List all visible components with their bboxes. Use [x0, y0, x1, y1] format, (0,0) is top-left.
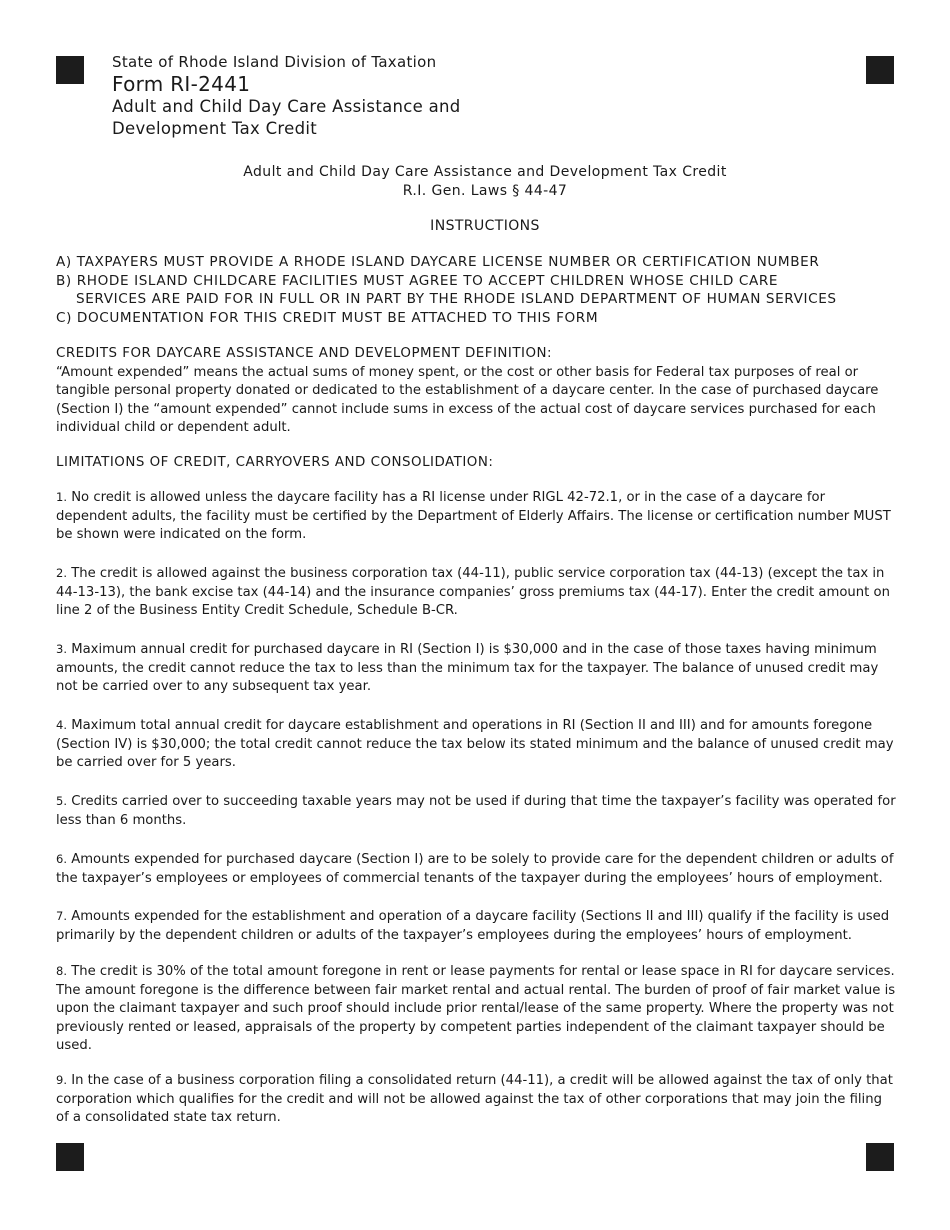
item-number: 7. [56, 909, 67, 923]
limitation-item-3 [56, 640, 898, 697]
limitation-item-6 [56, 850, 898, 888]
item-number: 2. [56, 566, 67, 580]
registration-mark-top-left [56, 56, 84, 84]
limitation-item-8 [56, 962, 898, 1056]
item-number: 1. [56, 490, 67, 504]
requirement-b-continued: SERVICES ARE PAID FOR IN FULL OR IN PART BY THE RHODE ISLAND DEPARTMENT OF HUMAN SERVICES [76, 291, 837, 307]
limitation-item-4 [56, 716, 898, 773]
limitation-item-9 [56, 1071, 898, 1128]
limitation-item-5 [56, 792, 898, 830]
item-text: Amounts expended for the establishment and operation of a daycare facility (Sections II and III) qualify if the facility is used primarily by the dependent children or adults of the taxpayer’s employees during the employees’ hours of employment. [56, 909, 890, 943]
item-number: 9. [56, 1073, 67, 1087]
definition-section [56, 345, 898, 438]
limitation-item-1 [56, 488, 898, 545]
registration-mark-bottom-left [56, 1143, 84, 1171]
form-header [112, 52, 492, 140]
item-number: 5. [56, 794, 67, 808]
item-number: 3. [56, 642, 67, 656]
item-number: 6. [56, 852, 67, 866]
requirement-b: B) RHODE ISLAND CHILDCARE FACILITIES MUST AGREE TO ACCEPT CHILDREN WHOSE CHILD CARE [56, 272, 779, 289]
item-text: Maximum annual credit for purchased daycare in RI (Section I) is $30,000 and in the case of those taxes having minimum amounts, the credit cannot reduce the tax to less than the minimum tax for the taxpayer. The balance of unused credit may not be carried over to any subsequent tax year. [56, 642, 879, 694]
form-title: Adult and Child Day Care Assistance and Development Tax Credit [112, 97, 461, 138]
registration-mark-bottom-right [866, 1143, 894, 1171]
item-text: The credit is 30% of the total amount foregone in rent or lease payments for rental or lease space in RI for daycare services. The amount foregone is the difference between fair market rental and actual rental. The burden of proof of fair market value is upon the claimant taxpayer and such proof should include prior rental/lease of the same property. Where the property was not previously rented or leased, appraisals of the property by competent parties independent of the claimant taxpayer should be used. [56, 964, 896, 1053]
agency-name: State of Rhode Island Division of Taxation [112, 53, 437, 71]
item-text: Maximum total annual credit for daycare establishment and operations in RI (Section II and III) and for amounts foregone (Section IV) is $30,000; the total credit cannot reduce the tax below its stated minimum and the balance of unused credit may be carried over for 5 years. [56, 718, 894, 770]
limitation-item-2 [56, 564, 898, 621]
instructions-heading: INSTRUCTIONS [430, 218, 540, 234]
definition-heading: CREDITS FOR DAYCARE ASSISTANCE AND DEVELOPMENT DEFINITION: [56, 346, 553, 361]
limitations-heading: LIMITATIONS OF CREDIT, CARRYOVERS AND CONSOLIDATION: [56, 455, 494, 470]
requirement-c: C) DOCUMENTATION FOR THIS CREDIT MUST BE ATTACHED TO THIS FORM [56, 309, 599, 326]
document-title: Adult and Child Day Care Assistance and Development Tax Credit [243, 164, 727, 180]
item-text: No credit is allowed unless the daycare facility has a RI license under RIGL 42-72.1, or in the case of a daycare for dependent adults, the facility must be certified by the Department of Elderly Affairs. The license or certification number MUST be shown were indicated on the form. [56, 490, 891, 542]
registration-mark-top-right [866, 56, 894, 84]
item-number: 4. [56, 718, 67, 732]
item-text: In the case of a business corporation filing a consolidated return (44-11), a credit will be allowed against the tax of only that corporation which qualifies for the credit and will not be allowed against the tax of other corporations that may join the filing of a consolidated state tax return. [56, 1073, 893, 1125]
definition-text: “Amount expended” means the actual sums of money spent, or the cost or other basis for Federal tax purposes of real or tangible personal property donated or dedicated to the establishment of a daycare center. In the case of purchased daycare (Section I) the “amount expended” cannot include sums in excess of the actual cost of daycare services purchased for each individual child or dependent adult. [56, 364, 879, 435]
law-reference: R.I. Gen. Laws § 44-47 [402, 183, 568, 199]
item-text: The credit is allowed against the business corporation tax (44-11), public service corporation tax (44-13) (except the tax in 44-13-13), the bank excise tax (44-14) and the insurance companies’ gross premiums tax (44-17). Enter the credit amount on line 2 of the Business Entity Credit Schedule, Schedule B-CR. [56, 566, 890, 618]
limitation-item-7 [56, 907, 898, 945]
requirements-list [56, 253, 837, 327]
item-text: Credits carried over to succeeding taxable years may not be used if during that time the taxpayer’s facility was operated for less than 6 months. [56, 794, 896, 828]
form-id: Form RI-2441 [112, 72, 251, 96]
item-text: Amounts expended for purchased daycare (Section I) are to be solely to provide care for the dependent children or adults of the taxpayer’s employees or employees of commercial tenants of the taxpayer during the employees’ hours of employment. [56, 852, 894, 886]
item-number: 8. [56, 964, 67, 978]
requirement-a: A) TAXPAYERS MUST PROVIDE A RHODE ISLAND DAYCARE LICENSE NUMBER OR CERTIFICATION NUMBER [56, 254, 820, 270]
